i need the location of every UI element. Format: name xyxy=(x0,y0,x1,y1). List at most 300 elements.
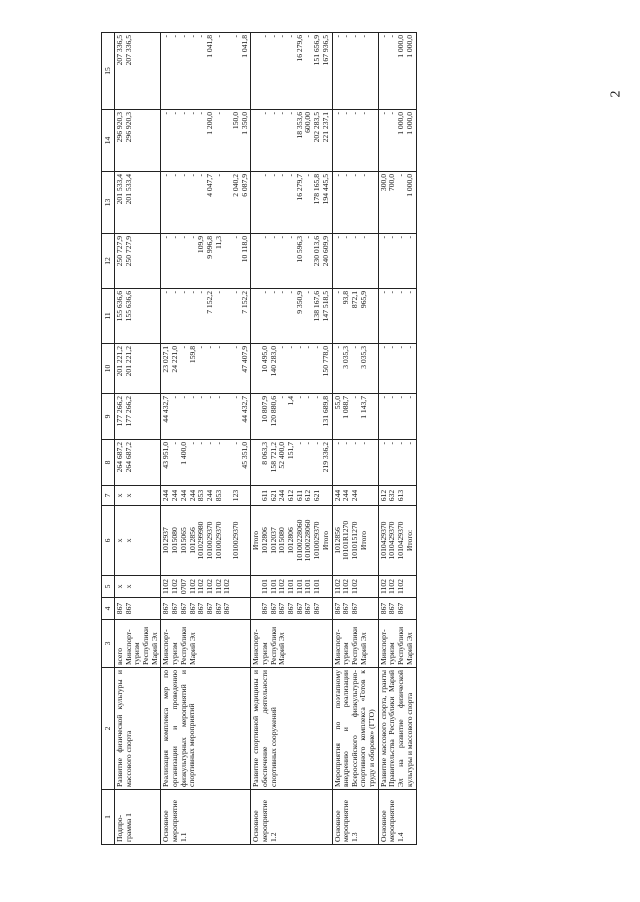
section-code: 1101 xyxy=(294,579,304,594)
section-label-cell xyxy=(251,790,332,845)
target-article: 1010029370 xyxy=(312,521,322,560)
amount-year-2: - xyxy=(178,396,188,399)
amount-year-8: - xyxy=(341,35,351,38)
amount-year-2: 131 689,8 xyxy=(320,396,330,427)
amount-year-8-cell xyxy=(115,33,161,110)
amount-year-3: - xyxy=(294,346,304,349)
measure-name: Развитие массового спорта, гранты Правительства Республики Марий Эл на развитие физической культуры и массового спорта xyxy=(378,670,414,787)
grbs-code: 867 xyxy=(222,602,232,615)
amount-year-5 xyxy=(252,236,261,286)
amount-year-2: - xyxy=(187,396,197,399)
amount-year-5: - xyxy=(349,236,359,239)
amount-year-3: 3 035,3 xyxy=(341,346,351,369)
amount-year-4 xyxy=(252,291,261,341)
section-code: 1101 xyxy=(268,579,278,594)
target-article: 1010299980 xyxy=(196,521,206,560)
amount-year-5: 250 727,9 xyxy=(115,236,124,267)
amount-year-8-cell xyxy=(161,33,251,110)
amount-year-7 xyxy=(252,112,261,169)
amount-year-3: - xyxy=(230,346,240,349)
amount-year-5: - xyxy=(387,236,397,239)
amount-year-7-cell xyxy=(161,110,251,172)
expense-type: 621 xyxy=(268,489,278,502)
amount-year-4: 7 152,2 xyxy=(204,291,214,314)
expense-type: х xyxy=(115,493,124,498)
executor: Минспорт- xyxy=(251,629,261,665)
section-label: мероприятие xyxy=(341,800,351,842)
executor: Республики xyxy=(141,626,151,665)
executor-cell xyxy=(332,620,378,668)
section-code-cell xyxy=(251,576,332,598)
amount-year-8: - xyxy=(213,35,223,38)
amount-year-4-cell xyxy=(115,289,161,344)
amount-year-5: - xyxy=(404,236,414,239)
amount-year-6: 300,0 xyxy=(378,174,388,192)
amount-year-7-cell xyxy=(332,110,378,172)
amount-year-2: - xyxy=(230,396,240,399)
grbs-code: 867 xyxy=(161,602,171,615)
column-number: 15 xyxy=(102,33,115,110)
amount-year-2: - xyxy=(396,396,406,399)
amount-year-8: - xyxy=(349,35,359,38)
amount-year-8: - xyxy=(260,35,269,38)
expense-type: 244 xyxy=(341,489,351,502)
section-code: 1101 xyxy=(286,579,296,594)
amount-year-4: 965,9 xyxy=(358,291,368,309)
table-row xyxy=(378,33,416,845)
amount-year-3: - xyxy=(286,346,296,349)
amount-year-8: 1 041,8 xyxy=(204,35,214,58)
amount-year-2: - xyxy=(170,396,180,399)
grbs-code: 867 xyxy=(349,602,359,615)
section-label: 1.1 xyxy=(178,832,188,842)
column-number: 7 xyxy=(102,486,115,506)
amount-year-6: - xyxy=(396,174,406,177)
amount-year-3: 140 283,0 xyxy=(268,346,278,377)
budget-table xyxy=(101,32,417,845)
amount-year-6: 194 445,5 xyxy=(320,174,330,205)
column-number: 4 xyxy=(102,598,115,620)
amount-year-5: 250 727,9 xyxy=(123,236,133,267)
amount-year-4: - xyxy=(404,291,414,294)
amount-year-6: 2 040,2 xyxy=(230,174,240,197)
amount-year-2-cell xyxy=(332,394,378,440)
amount-year-7: - xyxy=(213,112,223,115)
amount-year-7: 150,0 xyxy=(230,112,240,130)
target-article: Итого xyxy=(251,530,261,551)
executor: Республики xyxy=(178,626,188,665)
amount-year-4-cell xyxy=(161,289,251,344)
amount-year-8: - xyxy=(268,35,278,38)
executor-cell xyxy=(378,620,416,668)
amount-year-1: 1 400,0 xyxy=(178,442,188,465)
amount-year-7: - xyxy=(178,112,188,115)
amount-year-6: - xyxy=(349,174,359,177)
expense-type: 244 xyxy=(161,489,171,502)
amount-year-3: - xyxy=(213,346,223,349)
section-code: 0707 xyxy=(178,578,188,595)
grbs-code: 867 xyxy=(260,602,269,615)
section-code: 1102 xyxy=(204,579,214,594)
measure-name-cell xyxy=(115,668,161,790)
amount-year-8: - xyxy=(196,35,206,38)
expense-type: 632 xyxy=(387,489,397,502)
amount-year-5: 10 118,0 xyxy=(239,236,249,263)
expense-type: 611 xyxy=(294,489,304,502)
amount-year-2: - xyxy=(294,396,304,399)
amount-year-1: - xyxy=(387,442,397,445)
amount-year-4-cell xyxy=(378,289,416,344)
amount-year-6: 1 000,0 xyxy=(404,174,414,197)
amount-year-8: 151 656,9 xyxy=(312,35,322,66)
amount-year-2: 177 266,2 xyxy=(115,396,124,427)
target-article: 1010029370 xyxy=(204,521,214,560)
amount-year-2: - xyxy=(204,396,214,399)
section-code: 1102 xyxy=(196,579,206,594)
grbs-code-cell xyxy=(332,598,378,620)
section-code: 1102 xyxy=(277,579,287,594)
amount-year-6: - xyxy=(170,174,180,177)
amount-year-5: 109,9 xyxy=(196,236,206,254)
executor: Республики xyxy=(349,626,359,665)
amount-year-6-cell xyxy=(378,172,416,234)
amount-year-6: - xyxy=(178,174,188,177)
measure-name: Развитие физической культуры и массового спорта xyxy=(115,670,133,787)
section-code: 1102 xyxy=(332,579,342,594)
amount-year-3: - xyxy=(204,346,214,349)
grbs-code-cell xyxy=(251,598,332,620)
target-article: 1012806 xyxy=(286,527,296,554)
amount-year-8: - xyxy=(387,35,397,38)
amount-year-1 xyxy=(223,442,232,483)
amount-year-1: - xyxy=(170,442,180,445)
column-number: 8 xyxy=(102,440,115,486)
grbs-code: 867 xyxy=(294,602,304,615)
amount-year-8: - xyxy=(161,35,171,38)
target-article: 1012806 xyxy=(260,527,269,554)
target-article: 1015080 xyxy=(277,527,287,554)
amount-year-4: 155 636,6 xyxy=(115,291,124,322)
amount-year-3: - xyxy=(277,346,287,349)
amount-year-4: 155 636,6 xyxy=(123,291,133,322)
amount-year-7: - xyxy=(161,112,171,115)
amount-year-8 xyxy=(223,35,232,107)
amount-year-3: - xyxy=(196,346,206,349)
amount-year-5-cell xyxy=(378,234,416,289)
amount-year-6-cell xyxy=(115,172,161,234)
section-label: Основное xyxy=(332,810,342,842)
amount-year-2: 1,4 xyxy=(286,396,296,406)
amount-year-4: - xyxy=(196,291,206,294)
amount-year-8: 207 336,5 xyxy=(115,35,124,66)
target-article: 10101R1270 xyxy=(341,520,351,561)
grbs-code: 867 xyxy=(204,602,214,615)
target-article: 1015065 xyxy=(178,527,188,554)
amount-year-1: - xyxy=(213,442,223,445)
amount-year-8: 1 041,8 xyxy=(239,35,249,58)
amount-year-1: - xyxy=(358,442,368,445)
amount-year-8: - xyxy=(378,35,388,38)
grbs-code: 867 xyxy=(277,602,287,615)
executor: Марий Эл xyxy=(149,632,159,665)
amount-year-7: - xyxy=(286,112,296,115)
expense-type: 611 xyxy=(260,489,269,502)
section-code-cell xyxy=(115,576,161,598)
amount-year-7: - xyxy=(196,112,206,115)
amount-year-8: - xyxy=(178,35,188,38)
target-article: 1010029370 xyxy=(213,521,223,560)
executor: Республики xyxy=(396,626,406,665)
amount-year-2-cell xyxy=(251,394,332,440)
amount-year-1-cell xyxy=(115,440,161,486)
amount-year-1: - xyxy=(312,442,322,445)
expense-type-cell xyxy=(332,486,378,506)
amount-year-6: 6 087,9 xyxy=(239,174,249,197)
amount-year-1: - xyxy=(332,442,342,445)
executor: Минспорт- xyxy=(123,629,133,665)
amount-year-7: - xyxy=(170,112,180,115)
amount-year-4: - xyxy=(277,291,287,294)
amount-year-1: - xyxy=(378,442,388,445)
grbs-code: 867 xyxy=(115,602,124,615)
amount-year-8: 16 279,6 xyxy=(294,35,304,62)
amount-year-4: 9 350,9 xyxy=(294,291,304,314)
expense-type: 613 xyxy=(396,489,406,502)
amount-year-2 xyxy=(223,396,232,437)
target-article: 1012937 xyxy=(161,527,171,554)
amount-year-3: 201 221,2 xyxy=(123,346,133,377)
expense-type: 612 xyxy=(286,489,296,502)
amount-year-7: 1 000,0 xyxy=(396,112,406,135)
amount-year-3: - xyxy=(404,346,414,349)
amount-year-8: - xyxy=(277,35,287,38)
expense-type: 853 xyxy=(196,489,206,502)
executor: Минспорт- xyxy=(161,629,171,665)
grbs-code: 867 xyxy=(213,602,223,615)
amount-year-6: - xyxy=(286,174,296,177)
amount-year-4: 138 167,6 xyxy=(312,291,322,322)
target-article: 1010029370 xyxy=(230,521,240,560)
amount-year-7: - xyxy=(378,112,388,115)
amount-year-3: - xyxy=(396,346,406,349)
amount-year-4: - xyxy=(260,291,269,294)
section-label-cell xyxy=(332,790,378,845)
grbs-code: 867 xyxy=(187,602,197,615)
section-label: Основное xyxy=(378,810,388,842)
executor: Марий Эл xyxy=(187,632,197,665)
amount-year-5: - xyxy=(178,236,188,239)
expense-type: 621 xyxy=(312,489,322,502)
column-number: 11 xyxy=(102,289,115,344)
amount-year-1: - xyxy=(204,442,214,445)
page-number: 2 xyxy=(608,90,624,98)
amount-year-2: 120 880,6 xyxy=(268,396,278,427)
amount-year-5: - xyxy=(268,236,278,239)
amount-year-6: - xyxy=(260,174,269,177)
amount-year-4: - xyxy=(396,291,406,294)
grbs-code: 867 xyxy=(268,602,278,615)
amount-year-4: - xyxy=(161,291,171,294)
section-label-cell xyxy=(161,790,251,845)
executor: Республики xyxy=(268,626,278,665)
amount-year-7: 221 237,1 xyxy=(320,112,330,143)
amount-year-6: 178 165,8 xyxy=(312,174,322,205)
amount-year-1: 219 336,2 xyxy=(320,442,330,473)
target-article: 10100228060 xyxy=(303,519,313,562)
amount-year-3: - xyxy=(303,346,313,349)
amount-year-4: - xyxy=(213,291,223,294)
amount-year-5: - xyxy=(286,236,296,239)
executor: всего xyxy=(115,647,124,665)
target-article: 1012856 xyxy=(187,527,197,554)
target-article: х xyxy=(123,538,133,543)
amount-year-8-cell xyxy=(332,33,378,110)
amount-year-2: - xyxy=(378,396,388,399)
amount-year-1-cell xyxy=(378,440,416,486)
amount-year-2: - xyxy=(387,396,397,399)
amount-year-8: - xyxy=(187,35,197,38)
amount-year-3: - xyxy=(178,346,188,349)
section-label-cell xyxy=(115,790,161,845)
amount-year-7: - xyxy=(341,112,351,115)
amount-year-4: - xyxy=(187,291,197,294)
target-article: 1010429370 xyxy=(387,521,397,560)
target-article: Итого xyxy=(320,530,330,551)
amount-year-3: - xyxy=(387,346,397,349)
amount-year-1-cell xyxy=(161,440,251,486)
amount-year-2-cell xyxy=(378,394,416,440)
section-code: 1102 xyxy=(396,579,406,594)
amount-year-1: 43 951,0 xyxy=(161,442,171,469)
amount-year-7: 1 000,0 xyxy=(404,112,414,135)
target-article: 1010429370 xyxy=(378,521,388,560)
amount-year-5: - xyxy=(378,236,388,239)
amount-year-8: - xyxy=(358,35,368,38)
amount-year-3: 24 221,0 xyxy=(170,346,180,373)
expense-type: 244 xyxy=(349,489,359,502)
amount-year-5: - xyxy=(161,236,171,239)
amount-year-6: - xyxy=(196,174,206,177)
amount-year-4: 872,1 xyxy=(349,291,359,309)
amount-year-5: - xyxy=(396,236,406,239)
amount-year-1: - xyxy=(196,442,206,445)
amount-year-3: 201 221,2 xyxy=(115,346,124,377)
amount-year-2: 177 266,2 xyxy=(123,396,133,427)
amount-year-8: 1 000,0 xyxy=(396,35,406,58)
expense-type: 244 xyxy=(170,489,180,502)
expense-type: 244 xyxy=(204,489,214,502)
amount-year-2: - xyxy=(404,396,414,399)
amount-year-5: - xyxy=(187,236,197,239)
amount-year-2: 1 143,7 xyxy=(358,396,368,419)
amount-year-2: - xyxy=(196,396,206,399)
expense-type: 853 xyxy=(213,489,223,502)
executor-cell xyxy=(251,620,332,668)
expense-type: х xyxy=(123,493,133,498)
amount-year-7: - xyxy=(387,112,397,115)
amount-year-1: - xyxy=(303,442,313,445)
expense-type-cell xyxy=(115,486,161,506)
amount-year-5-cell xyxy=(115,234,161,289)
grbs-code-cell xyxy=(115,598,161,620)
amount-year-7: - xyxy=(358,112,368,115)
section-code: 1102 xyxy=(161,579,171,594)
amount-year-6: - xyxy=(358,174,368,177)
amount-year-7: - xyxy=(349,112,359,115)
grbs-code-cell xyxy=(161,598,251,620)
amount-year-4: 7 152,2 xyxy=(239,291,249,314)
section-label: мероприятие xyxy=(260,800,269,842)
amount-year-7: - xyxy=(187,112,197,115)
amount-year-5: - xyxy=(260,236,269,239)
executor: Марий Эл xyxy=(404,632,414,665)
amount-year-8: - xyxy=(332,35,342,38)
section-code: 1101 xyxy=(260,579,269,594)
section-code-cell xyxy=(332,576,378,598)
executor: Минспорт- xyxy=(378,629,388,665)
amount-year-7: - xyxy=(277,112,287,115)
amount-year-5 xyxy=(223,236,232,286)
column-number: 12 xyxy=(102,234,115,289)
amount-year-5: 230 013,6 xyxy=(312,236,322,267)
grbs-code: 867 xyxy=(303,602,313,615)
amount-year-6-cell xyxy=(161,172,251,234)
column-number: 2 xyxy=(102,668,115,790)
amount-year-4: - xyxy=(378,291,388,294)
amount-year-2: - xyxy=(349,396,359,399)
target-article: 1015080 xyxy=(170,527,180,554)
section-code-cell xyxy=(378,576,416,598)
amount-year-7: 18 353,6 xyxy=(294,112,304,139)
amount-year-1: 264 687,2 xyxy=(123,442,133,473)
grbs-code-cell xyxy=(378,598,416,620)
target-article: Итого xyxy=(358,530,368,551)
executor: Минспорт- xyxy=(332,629,342,665)
section-label: 1.2 xyxy=(268,832,278,842)
amount-year-3: - xyxy=(349,346,359,349)
amount-year-4-cell xyxy=(332,289,378,344)
section-code: х xyxy=(115,584,124,589)
target-article: х xyxy=(115,538,124,543)
amount-year-8 xyxy=(252,35,261,107)
amount-year-4: - xyxy=(332,291,342,294)
amount-year-6: - xyxy=(187,174,197,177)
expense-type-cell xyxy=(251,486,332,506)
target-article: 1012856 xyxy=(332,527,342,554)
table-row xyxy=(251,33,332,845)
section-code: 1102 xyxy=(187,579,197,594)
column-number: 5 xyxy=(102,576,115,598)
amount-year-1-cell xyxy=(251,440,332,486)
measure-name: Развитие спортивной медицины и обеспечение деятельности спортивных сооружений xyxy=(251,670,278,787)
amount-year-8: - xyxy=(230,35,240,38)
amount-year-2: 44 432,7 xyxy=(239,396,249,423)
amount-year-5: - xyxy=(341,236,351,239)
amount-year-8: - xyxy=(303,35,313,38)
amount-year-6: - xyxy=(277,174,287,177)
grbs-code: 867 xyxy=(341,602,351,615)
amount-year-7: 296 920,3 xyxy=(123,112,133,143)
amount-year-4: - xyxy=(286,291,296,294)
amount-year-5-cell xyxy=(332,234,378,289)
expense-type: 244 xyxy=(277,489,287,502)
measure-name-cell xyxy=(378,668,416,790)
grbs-code: 867 xyxy=(312,602,322,615)
target-article: 1010429370 xyxy=(396,521,406,560)
amount-year-6: - xyxy=(161,174,171,177)
expense-type-cell xyxy=(161,486,251,506)
amount-year-3: 3 035,3 xyxy=(358,346,368,369)
